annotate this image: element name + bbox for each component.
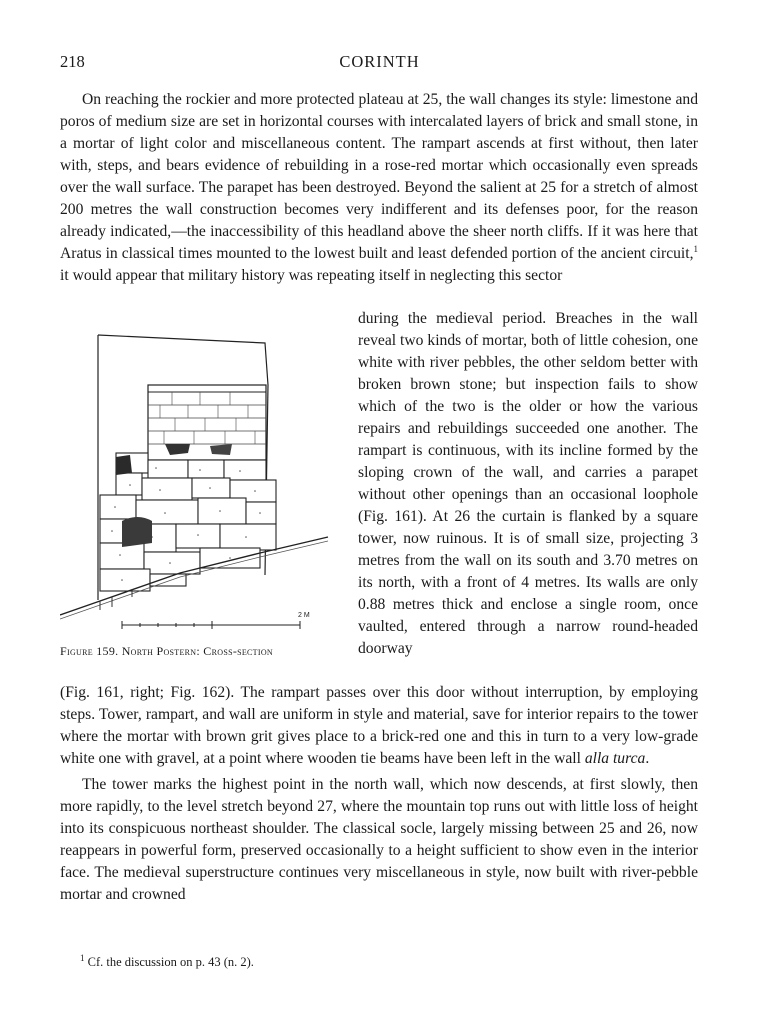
- running-title: CORINTH: [339, 52, 420, 71]
- italic-alla-turca: alla turca: [584, 750, 646, 767]
- paragraph-1-side: during the medieval period. Breaches in the wall reveal two kinds of mortar, both of little cohesion, one white with river pebbles, the other seldom better with broken brown stone; but inspection fails to show which of the two is the older or how the various repairs and rebuildings succeeded one another. The rampart is continuous, with its incline formed by the sloping crown of the wall, and carries a parapet without other openings than an occasional loophole (Fig. 161). At 26 the curtain is flanked by a square tower, now ruinous. It is of small size, projecting 3 metres from the wall on its south and 3.70 metres on its north, with a front of 4 metres. Its walls are only 0.88 metres thick and enclose a single room, once vaulted, entered through a narrow round-headed doorway: [358, 310, 698, 657]
- paragraph-1-end: .: [645, 750, 650, 767]
- page-number: 218: [60, 52, 85, 71]
- paragraph-1-bottom-text: (Fig. 161, right; Fig. 162). The rampart passes over this door without interruption, by employing steps. Tower, rampart, and wall are uniform in style and material, save for interior repairs to the tower where the mortar with brown grit gives place to a brick-red one and this in turn to a very low-grade white one with gravel, at a point where wooden tie beams have been left in the wall: [60, 684, 698, 767]
- paragraph-1-text: On reaching the rockier and more protected plateau at 25, the wall changes its style: limestone and poros of medium size are set in horizontal courses with intercalated layers of brick and small stone, in a mortar of light color and miscellaneous content. The rampart ascends at first without, then later with, steps, and bears evidence of rebuilding in a rose-red mortar which occasionally even spreads over the wall surface. The parapet has been destroyed. Beyond the salient at 25 for a stretch of almost 200 metres the wall construction becomes very indifferent and its defenses poor, for the reason already indicated,—the inaccessibility of this headland above the sheer north cliffs. If it was here that Aratus in classical times mounted to the lowest built and least defended portion of the ancient circuit,: [60, 91, 698, 262]
- paragraph-1-top: [60, 89, 698, 287]
- paragraph-1-text-tail: it would appear that military history was repeating itself in neglecting this sector: [60, 267, 563, 284]
- figure-159: [60, 325, 350, 665]
- footnote-reference: 1: [693, 243, 698, 254]
- text-top: [60, 89, 698, 287]
- footnote-number: 1: [80, 952, 85, 963]
- paragraph-2: The tower marks the highest point in the north wall, which now descends, at first slowly, then more rapidly, to the level stretch beyond 27, where the mountain top runs out with little loss of height into its conspicuous northeast shoulder. The classical socle, largely missing between 25 and 26, now reappears in powerful form, preserved occasionally to a height sufficient to show even in the interior face. The medieval superstructure continues very miscellaneous in style, now built with river-pebble mortar and crowned: [60, 776, 698, 903]
- north-postern-cross-section-drawing: [60, 325, 350, 635]
- scale-label: 2 M: [298, 612, 310, 619]
- text-side-column: [358, 308, 698, 660]
- footnote: [80, 952, 700, 970]
- page-header: [60, 52, 699, 76]
- figure-caption: Figure 159. North Postern: Cross-section: [60, 644, 273, 658]
- footnote-text: Cf. the discussion on p. 43 (n. 2).: [87, 955, 254, 969]
- text-bottom: [60, 682, 698, 906]
- paragraph-1-bottom: [60, 682, 698, 770]
